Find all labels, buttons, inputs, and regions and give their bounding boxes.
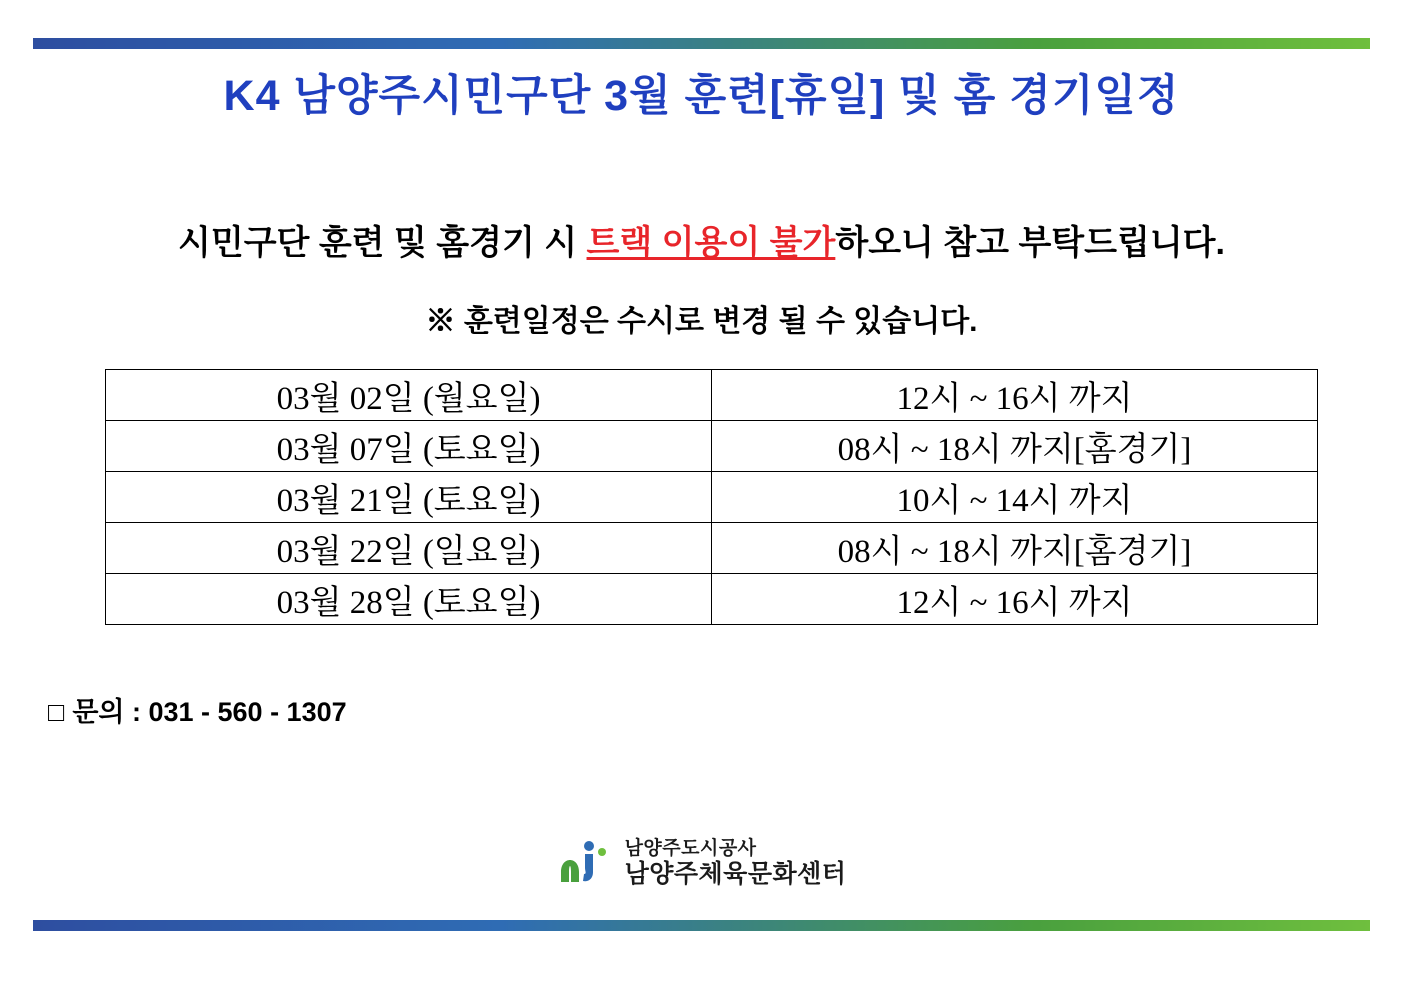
bottom-gradient-bar xyxy=(33,920,1370,931)
notice-suffix-text: 하오니 참고 부탁드립니다. xyxy=(835,224,1225,262)
notice-secondary: ※ 훈련일정은 수시로 변경 될 수 있습니다. xyxy=(425,305,978,338)
organization-logo-icon xyxy=(557,838,613,888)
page-title: K4 남양주시민구단 3월 훈련[휴일] 및 홈 경기일정 xyxy=(223,72,1180,120)
schedule-table xyxy=(105,369,1318,625)
notice-prefix-text: 시민구단 훈련 및 홈경기 시 xyxy=(178,224,587,262)
schedule-date: 03월 07일 (토요일) xyxy=(106,421,712,472)
schedule-date: 03월 22일 (일요일) xyxy=(106,523,712,574)
notice-primary xyxy=(0,215,1403,264)
schedule-time: 08시 ~ 18시 까지[홈경기] xyxy=(712,421,1318,472)
table-row xyxy=(106,574,1318,625)
notice-highlight-text: 트랙 이용이 불가 xyxy=(586,224,836,262)
schedule-date: 03월 02일 (월요일) xyxy=(106,370,712,421)
top-gradient-bar xyxy=(33,38,1370,49)
contact-line xyxy=(48,690,347,729)
org-line-1: 남양주도시공사 xyxy=(624,838,757,859)
contact-text: 문의 : 031 - 560 - 1307 xyxy=(72,697,347,727)
table-row xyxy=(106,370,1318,421)
org-line-2: 남양주체육문화센터 xyxy=(624,859,847,888)
footer-logo xyxy=(0,838,1403,889)
table-row xyxy=(106,472,1318,523)
table-row xyxy=(106,523,1318,574)
schedule-time: 10시 ~ 14시 까지 xyxy=(712,472,1318,523)
schedule-time: 12시 ~ 16시 까지 xyxy=(712,370,1318,421)
schedule-time: 12시 ~ 16시 까지 xyxy=(712,574,1318,625)
organization-name xyxy=(625,838,847,889)
square-bullet-icon: □ xyxy=(48,697,65,727)
schedule-time: 08시 ~ 18시 까지[홈경기] xyxy=(712,523,1318,574)
schedule-date: 03월 28일 (토요일) xyxy=(106,574,712,625)
table-row xyxy=(106,421,1318,472)
schedule-date: 03월 21일 (토요일) xyxy=(106,472,712,523)
